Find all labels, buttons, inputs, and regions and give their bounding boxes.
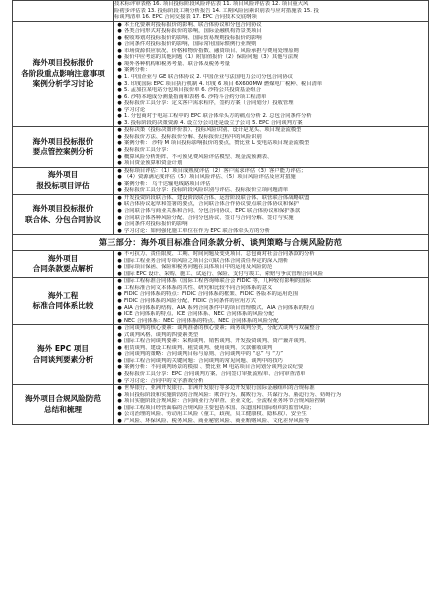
bullet-icon: ● xyxy=(117,344,122,351)
content-item-text: 合同联合体各种风险分配、合同分包协议、签订与合同分解、签订与实施 xyxy=(124,214,294,221)
content-item-text: 公司治理的风险、劳动用工风险（童工，歧视，员工健康权、隐私权）、安全生 xyxy=(124,411,307,418)
content-item-text: 3. 投标阶段的决策资源 4. 设立分公司还是设立子公司 5. EPC 合同谈判方案 xyxy=(124,119,303,126)
content-item-text: 国际 EPC 设计、采购、施工、试运行、保险、支付与竣工、索赔与争议管理合同风险 xyxy=(124,270,324,277)
module-title-line: 海外工程 xyxy=(47,290,79,300)
bullet-icon: ● xyxy=(117,278,122,285)
module-title-line: 总结和梳理 xyxy=(44,404,82,414)
content-item-text: 5. 孟加拉某电站分包项目报价单 6. 沙特公共投资基金组合 xyxy=(124,87,261,94)
module-content-cell xyxy=(114,194,429,234)
bullet-icon: ● xyxy=(117,74,122,81)
bullet-icon: ● xyxy=(117,119,122,126)
module-title-cell xyxy=(13,127,114,167)
module-title-line: 联合体、分包合同协议 xyxy=(25,214,101,224)
content-item-text: 合同联合体与商业关系和合同、分包合同协议、EPC 联合体协议和保护条款 xyxy=(124,207,301,214)
content-item-text: 各类合同形式对投标报价的影响，国际金融机构背景类项目 xyxy=(124,28,262,35)
content-item-text: 报价中应考虑的其他问题（1）附加值报价（2）保险问题（3）其他与法规 xyxy=(124,54,299,61)
content-item-text: 投标决策（投标决策评价表）、投标风险识别、设计是龙头、项目现金流模型 xyxy=(124,127,302,134)
bullet-icon: ● xyxy=(117,87,122,94)
bullet-icon: ● xyxy=(117,28,122,35)
bullet-icon: ● xyxy=(117,391,122,398)
bullet-icon: ● xyxy=(117,194,122,201)
bullet-icon: ● xyxy=(117,264,122,271)
content-item-text: 投标报价工具分享： xyxy=(124,147,172,154)
content-item-text: 案例分析： 沙特 M 项目投标影响报价的要点，赞比亚 L 变电站项目现金流模型 xyxy=(124,140,310,147)
content-item-text: 案例分析：不同谈判场景的模拟 、赞比亚 M 电站项目合同划分谈判会议纪要 xyxy=(124,364,304,371)
content-item-text: 国际工程业务合同专项风险之项目公司联合体合同责任界定的深入剖析 xyxy=(124,257,289,264)
course-outline-table xyxy=(12,0,429,425)
content-item-text: 世界银行、亚洲开发银行、非洲开发银行等多边开发银行国际金融组织的合规标准 xyxy=(124,385,315,392)
module-title-line: 海外项目投标报价 xyxy=(32,58,94,68)
bullet-icon: ● xyxy=(117,364,122,371)
content-item-text: 投标报价工具分享：定义客户需求程序，签约方案（合同划分）投收管理 xyxy=(124,100,294,107)
bullet-icon: ● xyxy=(117,67,122,74)
bullet-icon: ● xyxy=(117,133,122,140)
bullet-icon: ● xyxy=(117,411,122,418)
content-item xyxy=(114,418,428,425)
content-item-text: 学习讨论：合同中的文字游戏分析 xyxy=(124,377,204,384)
module-title-line: 海外项目合规风险防范 xyxy=(25,394,101,404)
bullet-icon: ● xyxy=(117,251,122,258)
top-row-empty-cell xyxy=(13,1,114,22)
top-row-content xyxy=(114,1,429,22)
content-item-text: 产风险、环保风险、税务风险、商业秘密风险、商业贿赂风险、文化差异风险等 xyxy=(124,417,310,424)
top-line: 标谈判清单 16. EPC 合同交接表 17. EPC 合同技术交底纲领 xyxy=(114,14,257,21)
module-title-line: 案例分析学习讨论 xyxy=(32,79,94,89)
part-three-heading: 第三部分：海外项目标准合同条款分析、谈判策略与合规风险防范 xyxy=(13,235,429,251)
content-item-text: 国际工程合同谈判的关键问题：合同谈判的常见问题、谈判中的技巧 xyxy=(124,357,283,364)
content-item-text: FIDIC 合同体系的特点：FIDIC 合同体系的框架、FIDIC 各版本的运用范围 xyxy=(124,291,299,298)
module-content-cell xyxy=(114,167,429,194)
module-title-line: 标准合同体系比较 xyxy=(32,301,94,311)
content-item-text: 国际项目保函、保险和税务问题在具体项目中的运用及风险防范 xyxy=(124,264,273,271)
module-title-line: 海外项目 xyxy=(47,253,79,263)
module-title-line: 海外项目投标报价 xyxy=(32,136,94,146)
module-title-line: 海外项目投标报价 xyxy=(32,204,94,213)
content-item-text: 市场资源供应状况、价格和物价指数、融资项目、风险承担与费用处理原则 xyxy=(124,47,299,54)
bullet-icon: ● xyxy=(117,357,122,364)
content-item-text: 开发投资阶段联合体、建设阶段联合体、运营阶段联合体、联营联合体战略联盟 xyxy=(124,194,310,201)
content-item-text: 国际工程合同谈判要素：采购谈判、销售谈判、开发投资谈判、资产兼并谈判、 xyxy=(124,338,310,345)
module-row xyxy=(13,127,429,167)
content-item xyxy=(114,271,428,278)
bullet-icon: ● xyxy=(117,147,122,154)
content-item-text: 项目实施阶段合规风险：合同商业行为审查、企业文化、全流程业务环节合规风险控制 xyxy=(124,398,326,405)
top-row xyxy=(13,1,429,22)
content-item-text: 概算风险分析矩阵、不可预见费风险评估模型、现金流预测表、 xyxy=(124,153,273,160)
content-item-text: 学习讨论 xyxy=(124,106,146,113)
bullet-icon: ● xyxy=(117,377,122,384)
content-item-text: （4）资源满足度评估（5）项目风险评估、（5）项目风险评估及应对措施 xyxy=(124,174,296,181)
bullet-icon: ● xyxy=(117,207,122,214)
module-title-cell xyxy=(13,21,114,127)
module-content-cell xyxy=(114,278,429,325)
content-item-text: 投标项目评估：（1）项目成熟度评估（2）客户需求评估（3）客户能力评估； xyxy=(124,167,307,174)
module-row xyxy=(13,251,429,278)
content-item-text: 联合体协议起草和签署的要点，合同联合体合作协议要点联合体协议和保护 xyxy=(124,201,299,208)
module-title-cell xyxy=(13,278,114,325)
module-content-cell xyxy=(114,127,429,167)
bullet-icon: ● xyxy=(117,140,122,147)
module-title-cell xyxy=(13,194,114,234)
bullet-icon: ● xyxy=(117,187,122,194)
bullet-icon: ● xyxy=(117,284,122,291)
top-line: 技术标评审表格 16. 项目投标阶段风险评估表 11. 项目风险评估表 12. 项目重大风 xyxy=(114,1,309,7)
content-item xyxy=(114,120,428,127)
module-title-line: 合同谈判要素分析 xyxy=(32,354,94,364)
bullet-icon: ● xyxy=(117,167,122,174)
content-item xyxy=(114,187,428,194)
content-item-text: 合同条件对投标报价的影响，国际常用国际惯例行业规则 xyxy=(124,41,257,48)
content-item-text: 学习讨论：如何强化施工单位在作为 EPC 联合体牵头方的分析 xyxy=(124,227,271,234)
module-row xyxy=(13,194,429,234)
module-row xyxy=(13,21,429,127)
bullet-icon: ● xyxy=(117,21,122,28)
bullet-icon: ● xyxy=(117,221,122,228)
content-item-text: 项目资金预算和资金计划 xyxy=(124,160,183,167)
content-item-text: ICE 合同体系的特点、ICE 合同体系、NEC 合同体系的风险分配 xyxy=(124,311,274,318)
bullet-icon: ● xyxy=(117,113,122,120)
bullet-icon: ● xyxy=(117,304,122,311)
content-item xyxy=(114,160,428,167)
module-title-cell xyxy=(13,167,114,194)
content-item-text: FIDIC 合同体系的风险分配、FIDIC 合同条件的应用方式 xyxy=(124,297,256,304)
bullet-icon: ● xyxy=(117,270,122,277)
bullet-icon: ● xyxy=(117,338,122,345)
content-item-text: AIA 合同体系的结构、AIA 系列合同条件中的项目管理模式、AIA 合同体系的特点 xyxy=(124,304,315,311)
bullet-icon: ● xyxy=(117,41,122,48)
content-item-text: 国际工程项目经营面临的合规风险主要包括本国、东道国和国际组织的监管风险； xyxy=(124,404,315,411)
bullet-icon: ● xyxy=(117,331,122,338)
module-row xyxy=(13,278,429,325)
bullet-icon: ● xyxy=(117,47,122,54)
bullet-icon: ● xyxy=(117,325,122,332)
bullet-icon: ● xyxy=(117,404,122,411)
content-item-text: 案例分析： 乌干达输电线路项目评估 xyxy=(124,180,211,187)
bullet-icon: ● xyxy=(117,257,122,264)
bullet-icon: ● xyxy=(117,398,122,405)
bullet-icon: ● xyxy=(117,385,122,392)
bullet-icon: ● xyxy=(117,201,122,208)
bullet-icon: ● xyxy=(117,160,122,167)
content-item-text: 租赁谈判、建设工程谈判、租赁谈判、使用谈判、欠款催收谈判 xyxy=(124,344,273,351)
content-item-text: 不可抗力、责任限度、工期、时间问题及变更项目、总包商对社会合同条款的分析 xyxy=(124,251,315,258)
bullet-icon: ● xyxy=(117,93,122,100)
content-item-text: 国际工程标准合同体系（国际工程咨询师联合会 FIDIC 等，几种较有影响的国际 xyxy=(124,278,311,285)
module-title-line: 要点管控案例分析 xyxy=(32,147,94,157)
bullet-icon: ● xyxy=(117,100,122,107)
content-item xyxy=(114,378,428,385)
bullet-icon: ● xyxy=(117,60,122,67)
module-content-cell xyxy=(114,325,429,385)
bullet-icon: ● xyxy=(117,417,122,424)
content-item xyxy=(114,318,428,325)
bullet-icon: ● xyxy=(117,297,122,304)
bullet-icon: ● xyxy=(117,180,122,187)
content-item-text: 1. 中国企业与 GE 联合体协议 2. 中国企业与法国电力公司分包合同协议 xyxy=(124,74,293,81)
bullet-icon: ● xyxy=(117,153,122,160)
module-title-line: 报投标项目评估 xyxy=(36,180,90,190)
bullet-icon: ● xyxy=(117,311,122,318)
bullet-icon: ● xyxy=(117,351,122,358)
content-item-text: 6. 沙特本地成分测量指南和表格 6. 沙特斗合约分项工程清单 xyxy=(124,93,267,100)
bullet-icon: ● xyxy=(117,227,122,234)
bullet-icon: ● xyxy=(117,317,122,324)
module-row xyxy=(13,325,429,385)
module-title-line: 海外 EPC 项目 xyxy=(37,344,89,354)
bullet-icon: ● xyxy=(117,34,122,41)
content-item-text: 投标报价工具分享：投标阶段风险识别与评估、投标报价立项问题清单 xyxy=(124,187,289,194)
content-item-text: 工程标准合同文本体系的共性、研究和比较不同合同体系的意义 xyxy=(124,284,273,291)
content-item-text: 1. 分包商对于电站工程中的 EPC 联合体牵头方的痛点分析 2. 总包合同条件分析 xyxy=(124,113,312,120)
content-item-text: 合同谈判的策略：合同谈判目标与原则、合同谈判中的 “忍” 与 “力” xyxy=(124,351,284,358)
content-item-text: 项目投标阶段和实施阶段的合规风险：欺诈行为、腐败行为、共谋行为、胁迫行为、妨碍行为 xyxy=(124,391,342,398)
bullet-icon: ● xyxy=(117,106,122,113)
module-row xyxy=(13,167,429,194)
module-title-cell xyxy=(13,325,114,385)
module-title-cell xyxy=(13,251,114,278)
content-item-text: 投标报价工具分享：EPC 合同谈判方案、合同签订审批流程单、合同审查清单 xyxy=(124,370,306,377)
bullet-icon: ● xyxy=(117,214,122,221)
content-item-text: 3. 印度国际 EPC 项目执行机制 4. 印度 6 项目 6X600MW 燃煤电厂税种、税目清单 xyxy=(124,80,323,87)
bullet-icon: ● xyxy=(117,370,122,377)
bullet-icon: ● xyxy=(117,291,122,298)
content-item xyxy=(114,228,428,235)
bullet-icon: ● xyxy=(117,127,122,134)
top-line: 险初步评估表 13. 投标阶段工期分析报告 14. 工期风险因素识别表与应对措施表 15. 投 xyxy=(114,7,319,14)
content-item-text: 式谈判风格、谈判的四要素类型 xyxy=(124,331,199,338)
module-title-cell xyxy=(13,385,114,425)
content-item-text: 税收筹划对投标报价的影响、国际贸易规则投标报价的影响 xyxy=(124,34,262,41)
content-item-text: 合同条件对投标报价的影响 xyxy=(124,221,188,228)
content-item-text: 本土化要素对投标报价的影响、联合体协议和分包合同协议 xyxy=(124,21,262,28)
module-title-line: 各阶段重点影响注意事项 xyxy=(21,68,105,78)
module-title-line: 海外项目 xyxy=(47,170,79,180)
course-outline-body xyxy=(13,1,429,425)
content-item-text: NEC 合同体系：NEC 合同体系的特点、NEC 合同体系的风险分配 xyxy=(124,317,279,324)
bullet-icon: ● xyxy=(117,174,122,181)
module-content-cell xyxy=(114,385,429,425)
content-item-text: 境外各种机构和税务考量、联合体及税务考量 xyxy=(124,60,230,67)
content-item-text: 案例分析： xyxy=(124,67,151,74)
module-content-cell xyxy=(114,251,429,278)
module-title-line: 合同条款要点解析 xyxy=(32,264,94,274)
content-item-text: 合同谈判的核心要素：谈判准备的核心要素；商务谈判分类，分配式谈判与双赢整合 xyxy=(124,325,320,332)
content-item-text: 投标报价方法、投标报价分解、投标报价过程中的风险识别 xyxy=(124,133,262,140)
bullet-icon: ● xyxy=(117,80,122,87)
module-content-cell xyxy=(114,21,429,127)
bullet-icon: ● xyxy=(117,54,122,61)
part-three-heading-row xyxy=(13,235,429,251)
module-row xyxy=(13,385,429,425)
